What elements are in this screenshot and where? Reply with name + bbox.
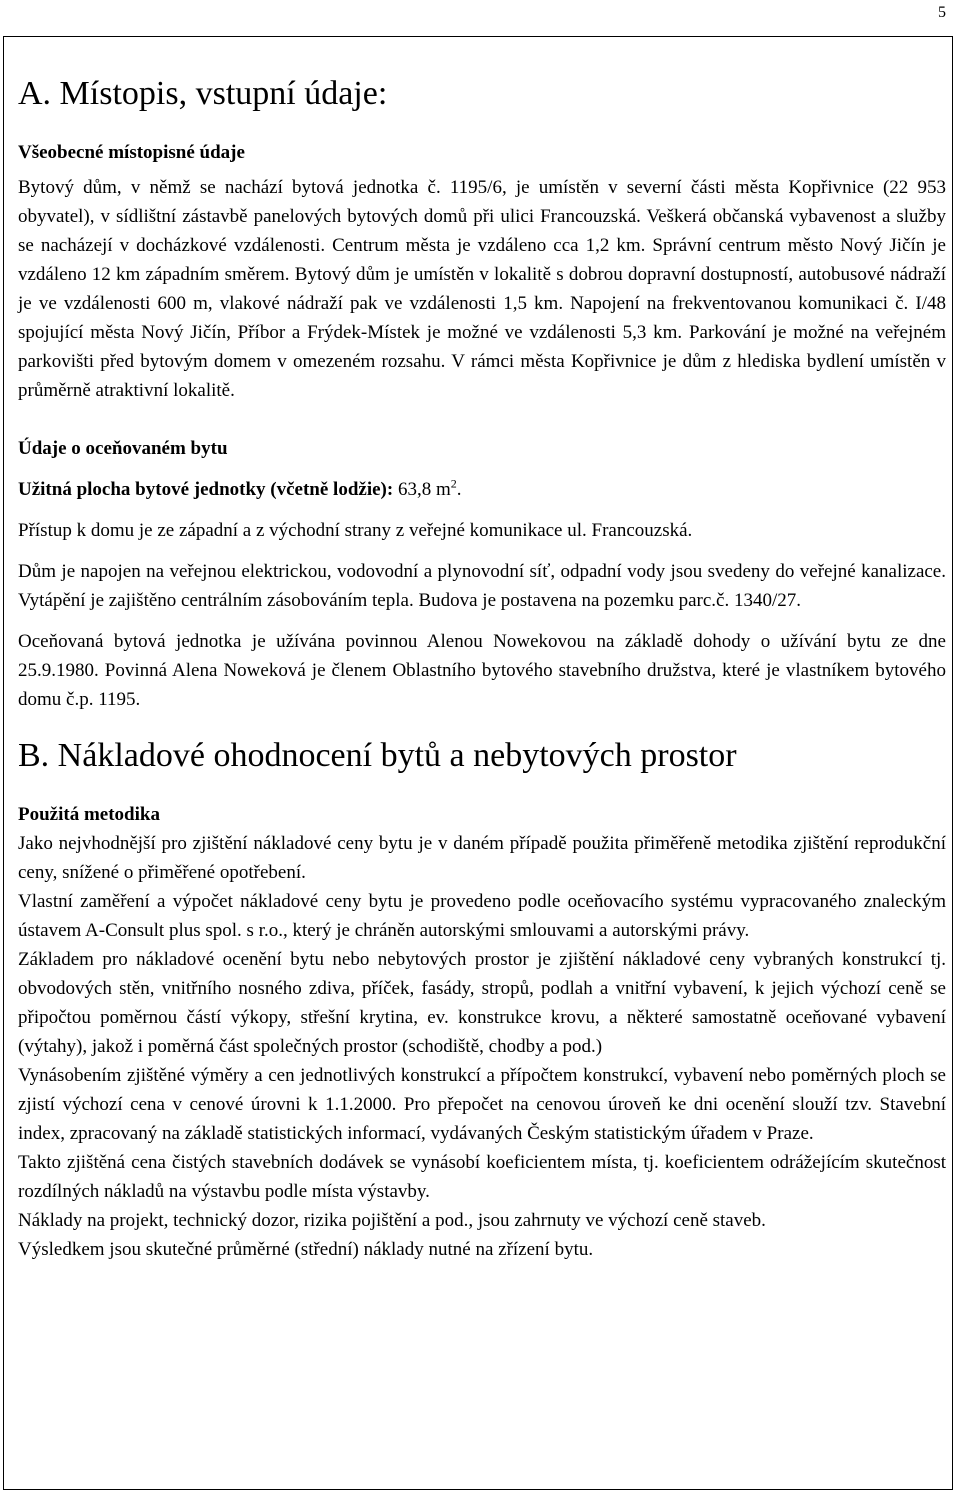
area-unit-sup: 2 <box>450 476 457 491</box>
section-b-title: B. Nákladové ohodnocení bytů a nebytových prostor <box>18 737 737 774</box>
utilities-paragraph: Dům je napojen na veřejnou elektrickou, vodovodní a plynovodní síť, odpadní vody jsou svedeny do veřejné kanalizace. Vytápění je zajištěno centrálním zásobováním tepla. Budova je postavena na pozemku parc.č. 1340/27. <box>18 561 946 611</box>
method-paragraph: Vlastní zaměření a výpočet nákladové ceny bytu je provedeno podle oceňovacího systému vypracovaného znaleckým ústavem A-Consult plus spol. s r.o., který je chráněn autorskými smlouvami a autorskými právy. <box>18 891 946 941</box>
method-heading: Použitá metodika <box>18 804 160 825</box>
method-paragraph: Výsledkem jsou skutečné průměrné (střední) náklady nutné na zřízení bytu. <box>18 1239 594 1260</box>
method-paragraph: Vynásobením zjištěné výměry a cen jednotlivých konstrukcí a přípočtem konstrukcí, vybavení nebo poměrných ploch se zjistí výchozí cena v cenové úrovni k 1.1.2000. Pro přepočet na cenovou úroveň ke dni ocenění slouží tzv. Stavební index, zpracovaný na základě statistických informací, vydávaných Českým statistickým úřadem v Praze. <box>18 1065 946 1144</box>
access-paragraph: Přístup k domu je ze západní a z východní strany z veřejné komunikace ul. Francouzská. <box>18 520 693 541</box>
general-paragraph: Bytový dům, v němž se nachází bytová jednotka č. 1195/6, je umístěn v severní části města Kopřivnice (22 953 obyvatel), v sídlištní zástavbě panelových bytových domů při ulici Francouzská. Veškerá občanská vybavenost a služby se nacházejí v docházkové vzdálenosti. Centrum města je vzdáleno cca 1,2 km. Správní centrum město Nový Jičín je vzdáleno 12 km západním směrem. Bytový dům je umístěn v lokalitě s dobrou dopravní dostupností, autobusové nádraží je ve vzdálenosti 600 m, vlakové nádraží pak ve vzdálenosti 1,5 km. Napojení na frekventovanou komunikaci č. I/48 spojující města Nový Jičín, Příbor a Frýdek-Místek je možné ve vzdálenosti 5,3 km. Parkování je možné na veřejném parkovišti před bytovým domem v omezeném rozsahu. V rámci města Kopřivnice je dům z hlediska bydlení umístěn v průměrně atraktivní lokalitě. <box>18 177 946 401</box>
usage-paragraph: Oceňovaná bytová jednotka je užívána povinnou Alenou Nowekovou na základě dohody o užívání bytu ze dne 25.9.1980. Povinná Alena Noweková je členem Oblastního bytového stavebního družstva, které je vlastníkem bytového domu č.p. 1195. <box>18 631 946 710</box>
method-paragraph: Náklady na projekt, technický dozor, rizika pojištění a pod., jsou zahrnuty ve výchozí ceně staveb. <box>18 1210 766 1231</box>
method-paragraph: Takto zjištěná cena čistých stavebních dodávek se vynásobí koeficientem místa, tj. koeficientem odrážejícím skutečnost rozdílných nákladů na výstavbu podle místa výstavby. <box>18 1152 946 1202</box>
method-paragraph: Jako nejvhodnější pro zjištění nákladové ceny bytu je v daném případě použita přiměřeně metodika zjištění reprodukční ceny, snížené o přiměřené opotřebení. <box>18 833 946 883</box>
area-value: 63,8 m <box>397 479 451 500</box>
apartment-heading: Údaje o oceňovaném bytu <box>18 438 228 459</box>
page-number: 5 <box>938 4 946 21</box>
general-heading: Všeobecné místopisné údaje <box>18 142 245 163</box>
method-paragraph: Základem pro nákladové ocenění bytu nebo nebytových prostor je zjištění nákladové ceny vybraných konstrukcí tj. obvodových stěn, vnitřního nosného zdiva, příček, fasády, stropů, podlah a vnitřní vybavení, k jejich výchozí ceně se připočtou poměrnou částí výkopy, střešní krytina, ev. konstrukce krovu, a některé samostatně oceňované vybavení (výtahy), jakož i poměrná část společných prostor (schodiště, chodby a pod.) <box>18 949 946 1057</box>
area-end: . <box>456 479 462 500</box>
document-body <box>18 38 946 1264</box>
area-line <box>18 475 946 504</box>
area-label: Užitná plocha bytové jednotky (včetně lodžie): <box>18 479 394 500</box>
section-a-title: A. Místopis, vstupní údaje: <box>18 75 388 112</box>
